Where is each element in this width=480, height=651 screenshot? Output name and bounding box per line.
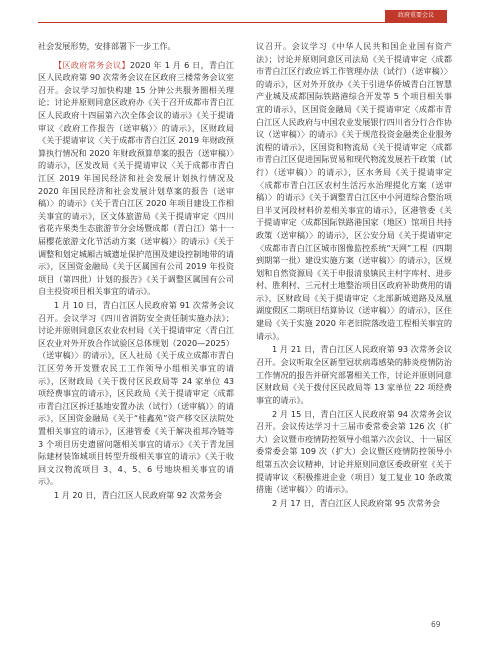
meeting-text: 2020 年 1 月 6 日，青白江区人民政府第 90 次常务会议在区政府三楼常务会议室召开。会议学习加快构建 15 分钟公共服务圈相关理论；讨论并原则同意区政府办《关于召开成都市青白江区人民政府十四届第六次全体会议的请示》《关于提请审议〈政府工作报告（送审稿）〉的请示》，区财政局《关于提请审议〈关于成都市青白江区 2019 年财政预算执行情况和 2020 年财政预算草案的报告（送审稿）〉的请示》，区发改局《关于提请审议〈关于成都市青白江区 2019 年国民经济和社会发展计划执行情况及 2020 年国民经济和社会发展计划草案的报告（送审稿）〉的请示》《关于青白江区 2020 年项目建设工作相关事宜的请示》，区文体旅游局《关于提请审定〈四川省花卉果类生态旅游节分会场暨成都（青白江）第十一届樱花旅游文化节活动方案（送审稿）〉的请示》《关于调整和划定城厢古城遗址保护范围及建设控制地带的请示》，区国资金融局《关于区属国有公司 2019 年投资项目（第四批）计划的报告》《关于调整区属国有公司自主投资项目相关事宜的请示》。	[38, 59, 234, 297]
meeting-paragraph: 1 月 20 日，青白江区人民政府第 92 次常务会	[54, 490, 223, 501]
meeting-paragraph: 2 月 15 日，青白江区人民政府第 94 次常务会议召开。会议传达学习十三届市委常委会第 126 次（扩大）会议暨市疫情防控领导小组第六次会议、十一届区委常委会第 109 次（扩大）会议暨区疫情防控领导小组第五次会议精神，讨论并原则同意区委政研室《关于提请审议〈积极推进企业（项目）复工复业 10 条政策措施（送审稿）〉的请示》。	[256, 408, 452, 495]
meeting-paragraph: 议召开。会议学习《中华人民共和国企业国有资产法》；讨论并原则同意区司法局《关于提请审定〈成都市青白江区行政应诉工作管理办法（试行）（送审稿）〉的请示》，区对外开放办《关于引进华侨城青白江智慧产业城及成都国际铁路港综合开发等 5 个项目相关事宜的请示》，区国资金融局《关于提请审定〈成都市青白江区人民政府与中国农业发展银行四川省分行合作协议（送审稿）〉的请示》《关于规范投资金融类企业服务流程的请示》，区国资和物流局《关于提请审定〈成都市青白江区促进国际贸易和现代物流发展若干政策（试行）（送审稿）〉的请示》，区水务局《关于提请审定〈成都市青白江区农村生活污水治理提化方案（送审稿）〉的请示》《关于调整青白江区中小河道综合整治项目半叉河段材料价差相关事宜的请示》，区港管委《关于提请审定〈成都国际铁路港国家（地区）馆项目共持政策（送审稿）〉的请示》，区公安分局《关于提请审定〈成都市青白江区城市图像监控系统“天网”工程（四期到期第一批）建设实施方案（送审稿）〉的请示》，区规划和自然资源局《关于申报清泉镇民主村字库村、进步村、胜利村、三元村土地整治项目区政府补助费用的请示》，区财政局《关于提请审定〈北部新城道路及凤凰湖度假区二期项目结算协议（送审稿）〉的请示》，区住建局《关于实施 2020 年老旧院落改造工程相关事宜的请示》。	[256, 41, 452, 341]
section-tag: 【区政府常务会议】	[54, 59, 130, 70]
left-column	[38, 40, 234, 503]
meeting-paragraph: 2 月 17 日，青白江区人民政府第 95 次常务会	[272, 497, 441, 508]
meeting-paragraph: 1 月 10 日，青白江区人民政府第 91 次常务会议召开。会议学习《四川省消防安全责任制实施办法》；讨论并原则同意区农业农村局《关于提请审定〈青白江区农业对外开放合作试验区总体规划（2020—2025）（送审稿）〉的请示》，区人社局《关于成立成都市青白江区劳务开发暨农民工工作领导小组相关事宜的请示》，区财政局《关于拨付区民政局等 24 家单位 43 项经费事宜的请示》，区民政局《关于提请审定〈成都市青白江区拆迁基地安置办法（试行）（送审稿）〉的请示》，区国资金融局《关于“桂鑫苑”资产移交区法院处置相关事宜的请示》，区港管委《关于解决祖邦冷链等 3 个项目历史遗留问题相关事宜的请示》《关于青龙国际建材装饰城项目转型升级相关事宜的请示》《关于收回文汉物流项目 3、4、5、6 号地块相关事宜的请示》。	[38, 300, 234, 487]
section-title-banner: 政府重要会议	[385, 10, 447, 22]
right-column	[256, 40, 452, 511]
meeting-paragraph	[38, 59, 234, 298]
intro-paragraph: 社会发展形势，安排部署下一步工作。	[38, 41, 176, 51]
meeting-paragraph: 1 月 21 日，青白江区人民政府第 93 次常务会议召开。会议听取全区新型冠状病毒感染的肺炎疫情防治工作情况的报告并研究部署相关工作，讨论并原则同意区财政局《关于拨付区民政局等 13 家单位 22 项经费事宜的请示》。	[256, 344, 452, 405]
page-number: 69	[431, 620, 441, 629]
header-divider	[38, 22, 447, 23]
